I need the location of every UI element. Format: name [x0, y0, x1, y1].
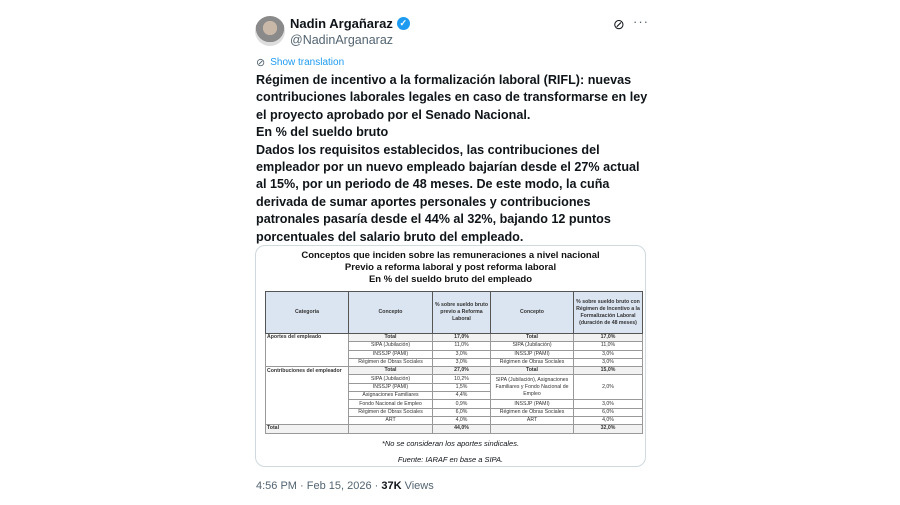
table-row: Asignaciones Familiares 4,4% — [266, 392, 643, 400]
author-name[interactable]: Nadin Argañaraz ✓ — [290, 16, 410, 31]
show-translation-link[interactable]: ⊘ Show translation — [256, 57, 345, 69]
header-concepto-2: Concepto — [491, 292, 574, 334]
table-source: Fuente: IARAF en base a SIPA. — [397, 455, 504, 464]
header-post: % sobre sueldo bruto con Régimen de Incentivo a la Formalización Laboral (duración de 48 meses) — [574, 292, 643, 334]
tweet-meta: 4:56 PM · Feb 15, 2026 · 37K Views — [256, 480, 434, 492]
tweet-image[interactable] — [255, 245, 646, 467]
table-row: SIPA (Jubilación) 10,2% SIPA (Jubilación), Asignaciones Familiares y Fondo Nacional de Empleo 2,0% — [266, 375, 643, 383]
grok-icon[interactable]: ⊘ — [613, 16, 625, 32]
translate-icon: ⊘ — [256, 57, 266, 69]
more-options-icon[interactable]: ··· — [633, 14, 649, 29]
contributions-table — [265, 291, 643, 434]
table-row: SIPA (Jubilación) 11,0% SIPA (Jubilación) 11,0% — [266, 342, 643, 350]
timestamp[interactable]: 4:56 PM · Feb 15, 2026 · — [256, 480, 382, 492]
table-row: Régimen de Obras Sociales 3,0% Régimen de Obras Sociales 3,0% — [266, 358, 643, 366]
header-categoria: Categoria — [266, 292, 349, 334]
table-row: Fondo Nacional de Empleo 0,9% INSSJP (PAMI) 3,0% — [266, 400, 643, 408]
image-title: Conceptos que inciden sobre las remuneraciones a nivel nacional Previo a reforma laboral y post reforma laboral En % del sueldo bruto del empleado — [301, 250, 600, 285]
author-handle[interactable]: @NadinArganaraz — [290, 33, 394, 47]
header-concepto: Concepto — [349, 292, 433, 334]
table-row: Aportes del empleado Total 17,0% Total 17,0% — [266, 334, 643, 342]
table-row: INSSJP (PAMI) 3,0% INSSJP (PAMI) 3,0% — [266, 350, 643, 358]
tweet-text: Régimen de incentivo a la formalización laboral (RIFL): nuevas contribuciones laborales legales en caso de transformarse en ley el proyecto aprobado por el Senado Nacional. En % del sueldo bruto Dados los requisitos establecidos, las contribuciones del empleador por un nuevo empleado bajarían desde el 27% actual al 15%, por un periodo de 48 meses. De este modo, la cuña derivada de sumar aportes personales y contribuciones patronales pasaría desde el 44% al 32%, bajando 12 puntos porcentuales del salario bruto del empleado. — [256, 73, 648, 244]
avatar[interactable] — [255, 16, 285, 46]
table-row: Régimen de Obras Sociales 6,0% Régimen de Obras Sociales 6,0% — [266, 408, 643, 416]
table-row-total: Total 44,0% 32,0% — [266, 425, 643, 433]
table-row: Contribuciones del empleador Total 27,0% Total 15,0% — [266, 367, 643, 375]
verified-badge-icon: ✓ — [397, 17, 410, 30]
table-row: INSSJP (PAMI) 1,5% — [266, 383, 643, 391]
table-note: *No se consideran los aportes sindicales. — [381, 439, 520, 448]
table-row: ART 4,0% ART 4,0% — [266, 416, 643, 424]
view-count: 37K — [381, 480, 402, 492]
header-previo: % sobre sueldo bruto previo a Reforma Laboral — [433, 292, 491, 334]
